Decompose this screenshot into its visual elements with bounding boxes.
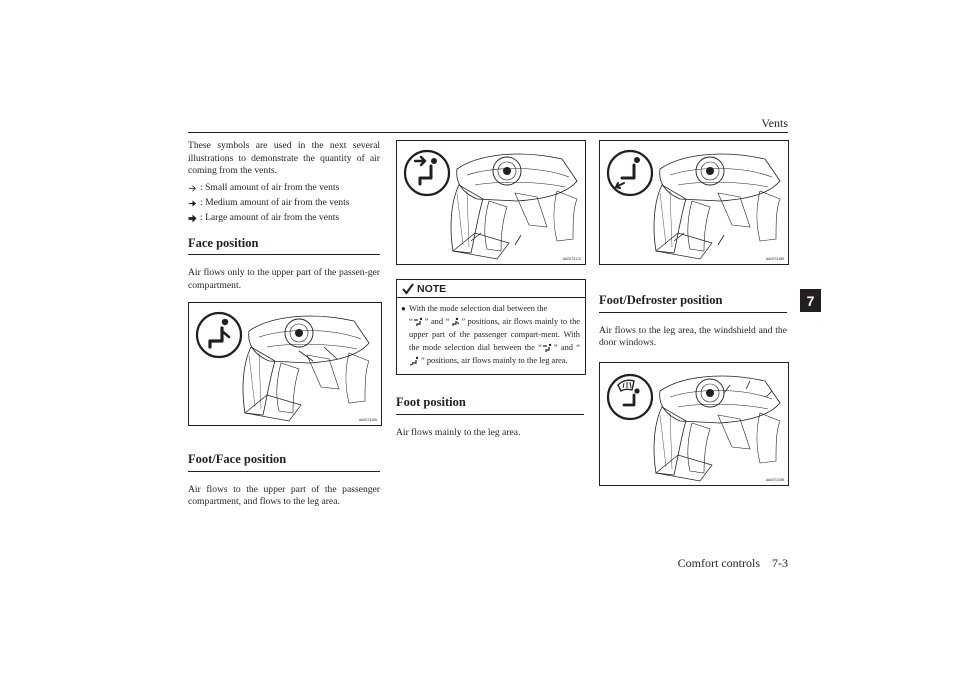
header-rule bbox=[188, 132, 788, 133]
foot-defroster-section bbox=[599, 294, 787, 350]
intro-paragraph: These symbols are used in the next several illustrations to demonstrate the quantity of air coming from the vents. bbox=[188, 140, 380, 176]
large-arrow-icon bbox=[188, 214, 197, 223]
section-header-title: Vents bbox=[761, 116, 788, 130]
foot-face-mode-icon bbox=[413, 317, 425, 327]
note-body bbox=[397, 298, 585, 371]
foot-mode-icon bbox=[409, 356, 421, 366]
foot-position-title: Foot position bbox=[396, 396, 584, 415]
page-footer: Comfort controls 7-3 bbox=[677, 556, 788, 570]
note-text-1: With the mode selection dial between the bbox=[409, 304, 548, 313]
medium-arrow-icon bbox=[188, 199, 197, 208]
note-box bbox=[396, 279, 586, 375]
note-text-3: positions, air flows mainly to the leg area. bbox=[424, 356, 568, 365]
face-position-title: Face position bbox=[188, 237, 380, 256]
note-text-2: positions, air flows mainly to the upper part of the passenger compart-ment. With the mode selection dial between the bbox=[409, 317, 580, 352]
figure-code: AA0073185 bbox=[765, 257, 784, 261]
legend-small-label: : Small amount of air from the vents bbox=[200, 181, 340, 193]
quote-open: “ bbox=[409, 317, 413, 326]
face-mode-icon bbox=[197, 313, 241, 357]
foot-position-body: Air flows mainly to the leg area. bbox=[396, 426, 521, 438]
quote-open: “ bbox=[576, 343, 581, 352]
legend-medium-label: : Medium amount of air from the vents bbox=[200, 196, 350, 208]
foot-face-section bbox=[188, 453, 380, 509]
bullet-icon: ● bbox=[401, 304, 406, 313]
face-position-body: Air flows only to the upper part of the passen-ger compartment. bbox=[188, 267, 380, 291]
note-heading bbox=[397, 280, 585, 298]
figure-code: AA0073169 bbox=[358, 418, 377, 422]
quote-open: “ bbox=[445, 317, 450, 326]
legend-large bbox=[188, 212, 380, 225]
small-arrow-icon bbox=[188, 184, 197, 193]
quote-close: ” bbox=[421, 356, 425, 365]
foot-defroster-position-title: Foot/Defroster position bbox=[599, 294, 787, 313]
figure-code: AA0073198 bbox=[765, 478, 784, 482]
foot-defroster-figure bbox=[599, 362, 789, 486]
face-mode-icon bbox=[449, 317, 461, 327]
column-1 bbox=[188, 140, 380, 292]
foot-face-mode-icon bbox=[542, 343, 554, 353]
legend-large-label: : Large amount of air from the vents bbox=[200, 211, 340, 223]
face-position-figure bbox=[188, 302, 382, 426]
quote-open: “ bbox=[538, 343, 542, 352]
note-check-icon bbox=[402, 283, 414, 295]
foot-face-position-body: Air flows to the upper part of the passenger compartment, and flows to the leg area. bbox=[188, 483, 380, 507]
foot-figure bbox=[599, 140, 789, 265]
legend-medium bbox=[188, 197, 380, 210]
note-heading-text: NOTE bbox=[417, 282, 447, 295]
quote-close: ” bbox=[424, 317, 429, 326]
quote-close: ” bbox=[553, 343, 558, 352]
legend-small bbox=[188, 182, 380, 195]
foot-face-figure bbox=[396, 140, 586, 265]
chapter-tab: 7 bbox=[800, 289, 821, 312]
figure-code: AA0073172 bbox=[562, 257, 581, 261]
foot-defroster-position-body: Air flows to the leg area, the windshield and the door windows. bbox=[599, 324, 787, 348]
note-and-1: and bbox=[428, 317, 446, 326]
note-and-2: and bbox=[557, 343, 577, 352]
foot-section bbox=[396, 396, 584, 439]
quote-close: ” bbox=[461, 317, 466, 326]
foot-face-position-title: Foot/Face position bbox=[188, 453, 380, 472]
